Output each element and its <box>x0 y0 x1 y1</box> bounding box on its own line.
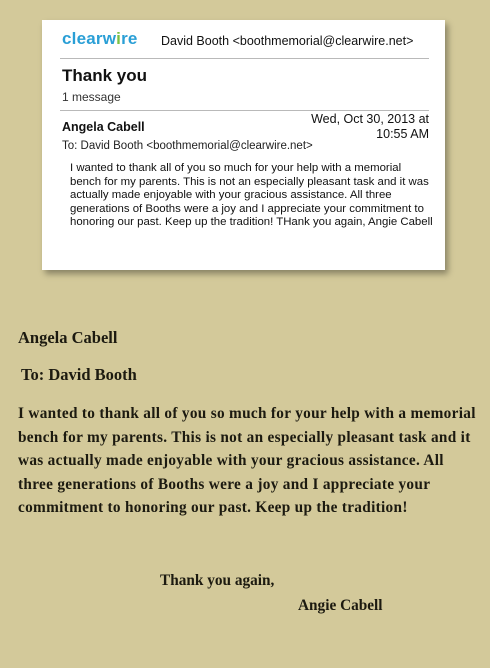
transcript-closing: Thank you again, <box>160 572 275 589</box>
logo-text-part1: clearw <box>62 29 117 48</box>
transcript-signature: Angie Cabell <box>298 597 383 614</box>
header-divider <box>60 58 429 59</box>
transcript-recipient: To: David Booth <box>21 365 137 384</box>
email-date-line2: 10:55 AM <box>376 127 429 141</box>
email-body: I wanted to thank all of you so much for your help with a memorial bench for my parents. This is not an especially pleasant task and it was actually made enjoyable with your gracious assistance. All three generations of Booths were a joy and I appreciate your commitment to honoring our past. Keep up the tradition! THank you again, Angie Cabell <box>70 162 433 229</box>
email-printout <box>42 20 445 270</box>
clearwire-logo <box>62 29 138 49</box>
email-date-line1: Wed, Oct 30, 2013 at <box>311 112 429 126</box>
transcript-body: I wanted to thank all of you so much for your help with a memorial bench for my parents. This is not an especially pleasant task and it was actually made enjoyable with your gracious assistance. All three generations of Booths were a joy and I appreciate your commitment to honoring our past. Keep up the tradition! <box>18 405 476 516</box>
email-subject: Thank you <box>62 66 148 85</box>
email-sender: Angela Cabell <box>62 120 145 134</box>
logo-text-part2: i <box>116 29 122 48</box>
subject-divider <box>60 110 429 111</box>
email-recipient: To: David Booth <boothmemorial@clearwire.net> <box>62 140 313 152</box>
account-address: David Booth <boothmemorial@clearwire.net> <box>161 34 414 48</box>
logo-text-part3: re <box>121 29 138 48</box>
email-date <box>279 112 429 142</box>
transcript-sender: Angela Cabell <box>18 328 118 347</box>
message-count: 1 message <box>62 90 121 104</box>
